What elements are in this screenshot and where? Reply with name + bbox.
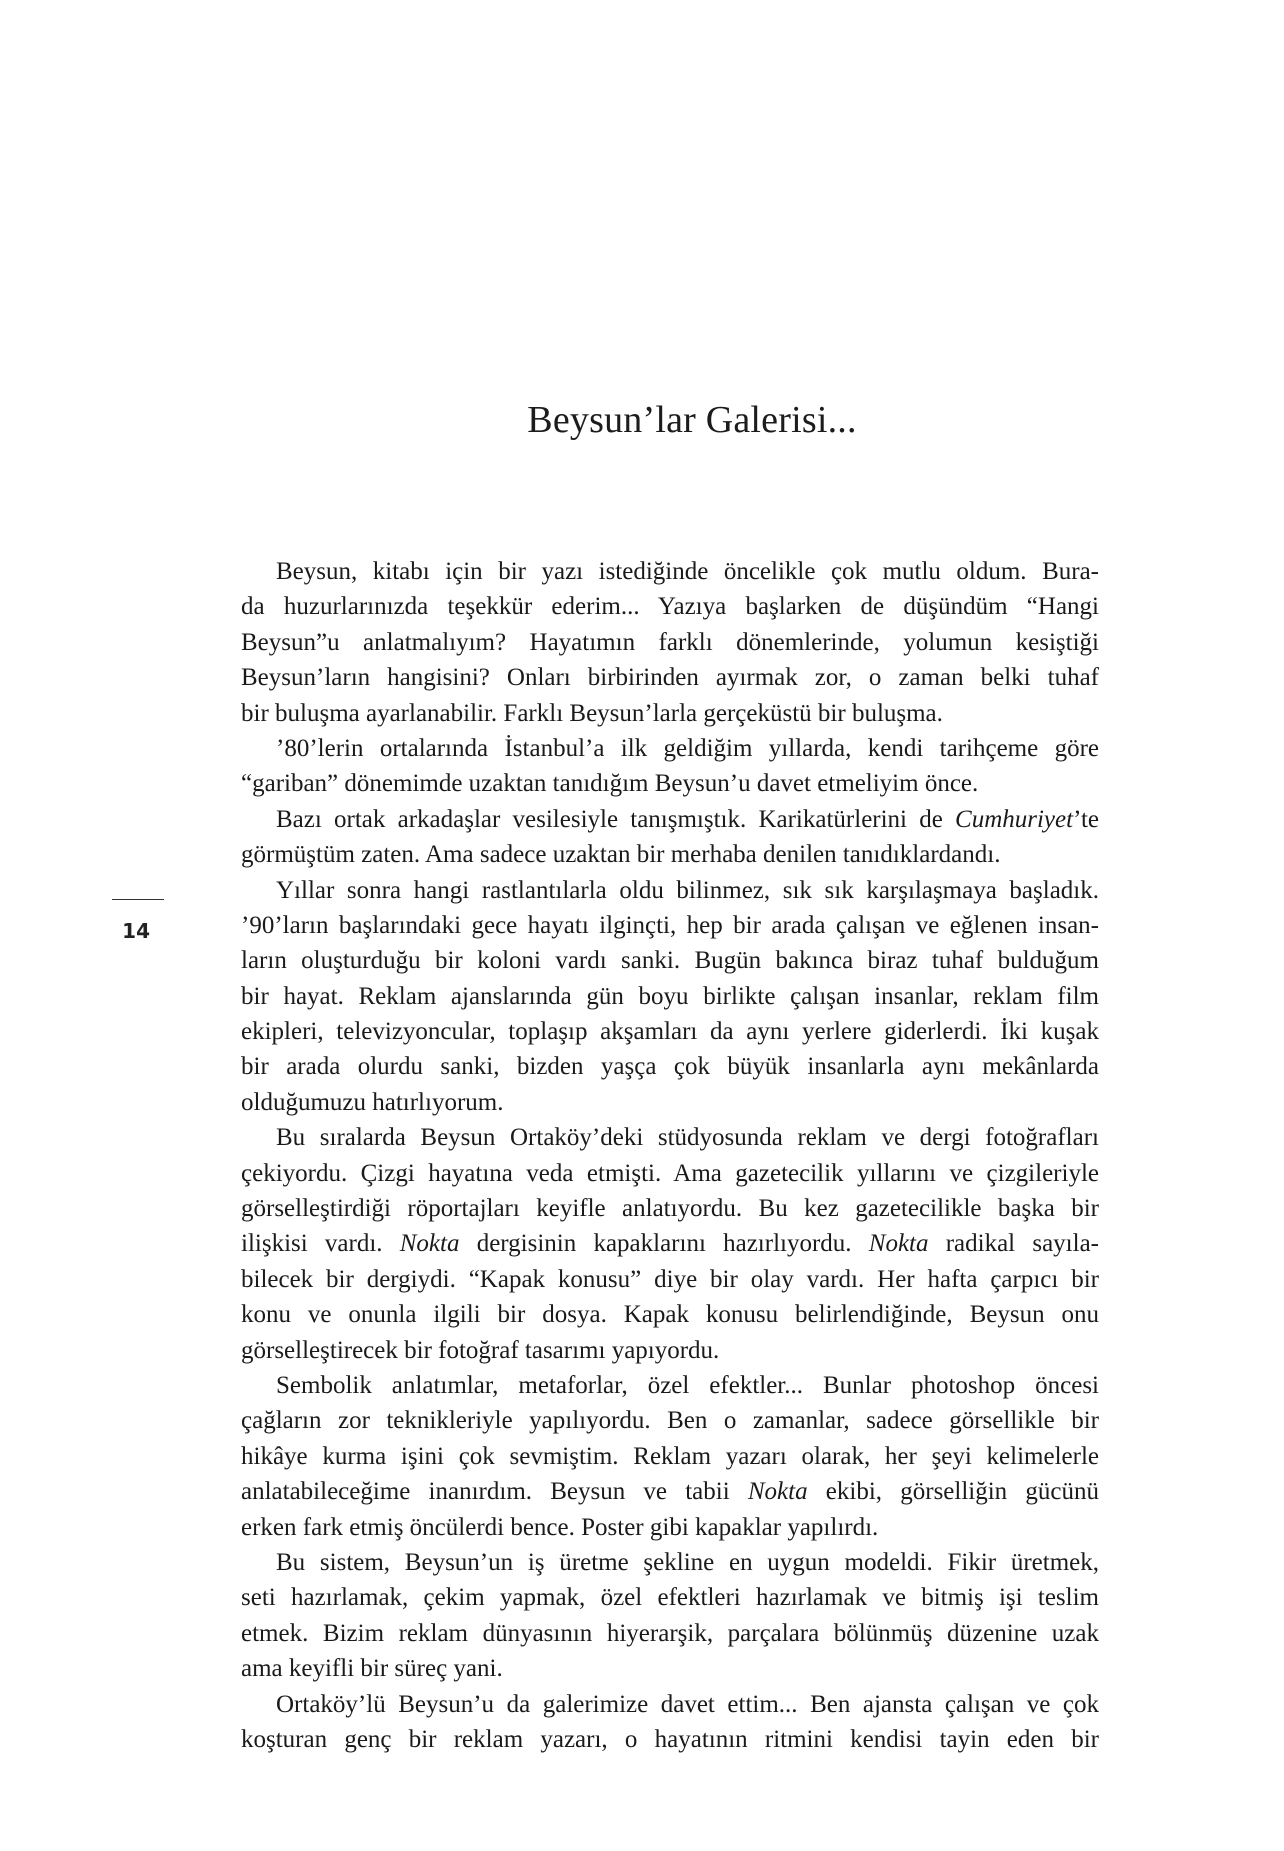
text-line: Yıllar sonra hangi rastlantılarla oldu bilinmez, sık sık karşılaşmaya başladık. [276,876,1099,904]
text-line: da huzurlarınızda teşekkür ederim... Yazıya başlarken de düşündüm “Hangi [241,593,1099,621]
text-line: erken fark etmiş öncülerdi bence. Poster gibi kapaklar yapılırdı. [241,1513,879,1541]
text-line: çekiyordu. Çizgi hayatına veda etmişti. Ama gazetecilik yıllarını ve çizgileriyle [241,1159,1099,1187]
text-line: bilecek bir dergiydi. “Kapak konusu” diye bir olay vardı. Her hafta çarpıcı bir [241,1265,1099,1293]
text-line: Beysun, kitabı için bir yazı istediğinde öncelikle çok mutlu oldum. Bura- [276,558,1099,585]
text-line: Sembolik anlatımlar, metaforlar, özel efektler... Bunlar photoshop öncesi [276,1371,1099,1399]
text-line: Bu sıralarda Beysun Ortaköy’deki stüdyosunda reklam ve dergi fotoğrafları [276,1124,1099,1152]
text-line: konu ve onunla ilgili bir dosya. Kapak konusu belirlendiğinde, Beysun onu [241,1301,1099,1329]
text-line: hikâye kurma işini çok sevmiştim. Reklam yazarı olarak, her şeyi kelimelerle [241,1442,1099,1470]
chapter-title: Beysun’lar Galerisi... [527,399,857,441]
text-line: ekipleri, televizyoncular, toplaşıp akşamları da aynı yerlere giderlerdi. İki kuşak [241,1018,1099,1046]
text-line: “gariban” dönemimde uzaktan tanıdığım Beysun’u davet etmeliyim önce. [241,770,979,798]
text-line: çağların zor teknikleriyle yapılıyordu. Ben o zamanlar, sadece görsellikle bir [241,1407,1099,1435]
text-line: görmüştüm zaten. Ama sadece uzaktan bir merhaba denilen tanıdıklardandı. [241,841,1001,869]
text-line: ama keyifli bir süreç yani. [241,1655,503,1683]
page-number-rule [112,899,164,900]
text-line: bir buluşma ayarlanabilir. Farklı Beysun’larla gerçeküstü bir buluşma. [241,699,943,727]
text-line: görselleştirecek bir fotoğraf tasarımı yapıyordu. [241,1336,720,1364]
text-line: koşturan genç bir reklam yazarı, o hayatının ritmini kendisi tayin eden bir [241,1725,1099,1753]
text-line: seti hazırlamak, çekim yapmak, özel efektleri hazırlamak ve bitmiş işi teslim [241,1584,1099,1612]
text-line: Bu sistem, Beysun’un iş üretme şekline en uygun modeldi. Fikir üretmek, [276,1548,1099,1576]
text-line: Ortaköy’lü Beysun’u da galerimize davet ettim... Ben ajansta çalışan ve çok [276,1690,1099,1718]
body-text [241,554,1099,1757]
text-line: ların oluşturduğu bir koloni vardı sanki. Bugün bakınca biraz tuhaf bulduğum [241,947,1099,975]
text-line: ilişkisi vardı. Nokta dergisinin kapaklarını hazırlıyordu. Nokta radikal sayıla- [241,1230,1099,1258]
text-line: Bazı ortak arkadaşlar vesilesiyle tanışmıştık. Karikatürlerini de Cumhuriyet’te [276,805,1099,833]
text-line: görselleştirdiği röportajları keyifle anlatıyordu. Bu kez gazetecilikle başka bir [241,1195,1099,1223]
text-line: anlatabileceğime inanırdım. Beysun ve tabii Nokta ekibi, görselliğin gücünü [241,1478,1099,1506]
text-line: bir hayat. Reklam ajanslarında gün boyu birlikte çalışan insanlar, reklam film [241,982,1099,1010]
text-line: ’80’lerin ortalarında İstanbul’a ilk geldiğim yıllarda, kendi tarihçeme göre [276,734,1099,762]
text-line: Beysun’ların hangisini? Onları birbirinden ayırmak zor, o zaman belki tuhaf [241,664,1099,692]
text-line: olduğumuzu hatırlıyorum. [241,1088,504,1116]
text-line: etmek. Bizim reklam dünyasının hiyerarşik, parçalara bölünmüş düzenine uzak [241,1619,1099,1647]
page-number: 14 [122,919,150,943]
italic-title: Nokta [747,1478,808,1506]
italic-title: Nokta [868,1230,929,1258]
italic-title: Cumhuriyet [955,805,1074,833]
italic-title: Nokta [399,1230,460,1258]
text-line: Beysun”u anlatmalıyım? Hayatımın farklı dönemlerinde, yolumun kesiştiği [241,628,1099,656]
text-line: bir arada olurdu sanki, bizden yaşça çok büyük insanlarla aynı mekânlarda [241,1053,1099,1081]
text-line: ’90’ların başlarındaki gece hayatı ilginçti, hep bir arada çalışan ve eğlenen insan- [241,911,1099,939]
